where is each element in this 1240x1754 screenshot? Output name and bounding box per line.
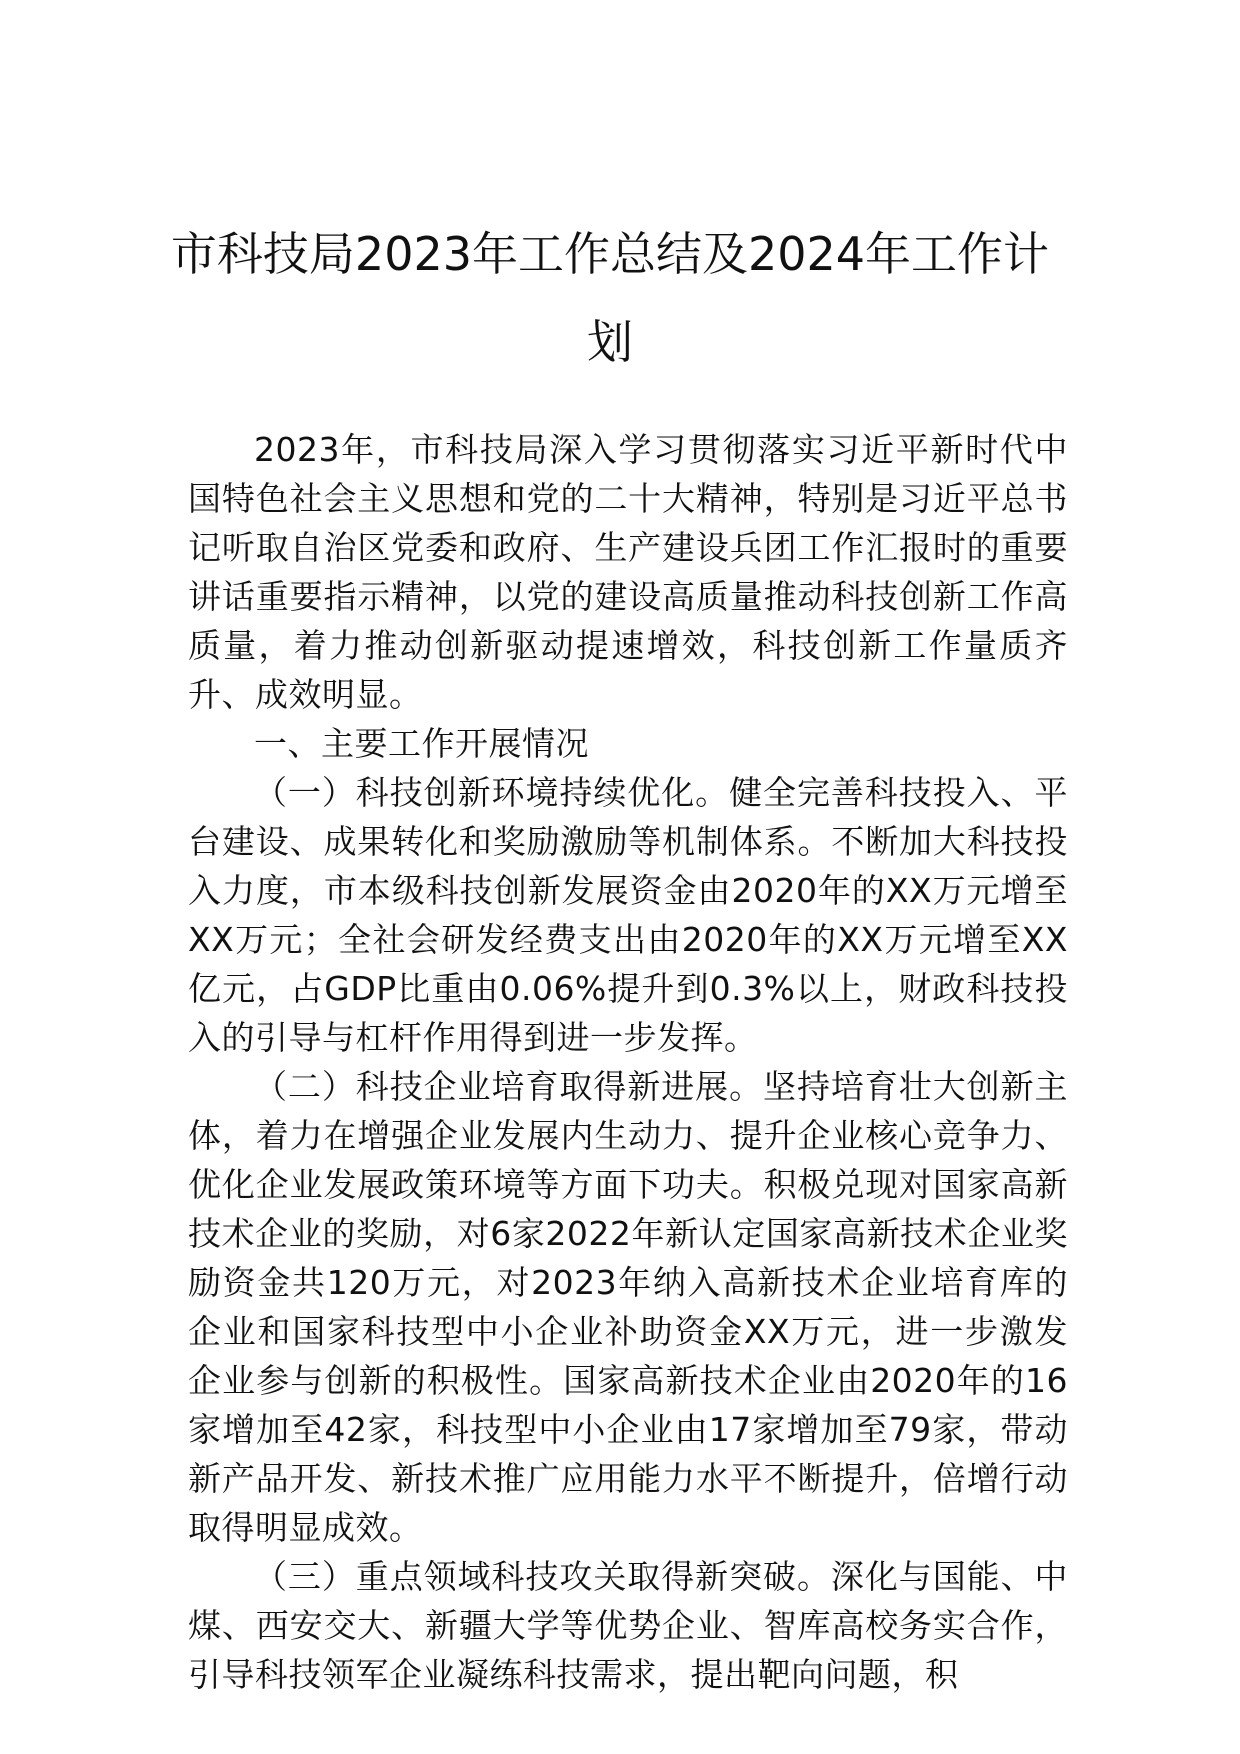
paragraph-tech-enterprises: （二）科技企业培育取得新进展。坚持培育壮大创新主体，着力在增强企业发展内生动力、提升企业核心竞争力、优化企业发展政策环境等方面下功夫。积极兑现对国家高新技术企业的奖励，对6家2022年新认定国家高新技术企业奖励资金共120万元，对2023年纳入高新技术企业培育库的企业和国家科技型中小企业补助资金XX万元，进一步激发企业参与创新的积极性。国家高新技术企业由2020年的16家增加至42家，科技型中小企业由17家增加至79家，带动新产品开发、新技术推广应用能力水平不断提升，倍增行动取得明显成效。 bbox=[188, 1067, 1068, 1547]
section-heading-main-work: 一、主要工作开展情况 bbox=[254, 724, 589, 763]
paragraph-tech-environment: （一）科技创新环境持续优化。健全完善科技投入、平台建设、成果转化和奖励激励等机制体系。不断加大科技投入力度，市本级科技创新发展资金由2020年的XX万元增至XX万元；全社会研发经费支出由2020年的XX万元增至XX亿元，占GDP比重由0.06%提升到0.3%以上，财政科技投入的引导与杠杆作用得到进一步发挥。 bbox=[188, 773, 1068, 1057]
document-title-line-1: 市科技局2023年工作总结及2024年工作计 bbox=[170, 227, 1050, 281]
document-body bbox=[188, 425, 1068, 1699]
intro-paragraph: 2023年，市科技局深入学习贯彻落实习近平新时代中国特色社会主义思想和党的二十大精神，特别是习近平总书记听取自治区党委和政府、生产建设兵团工作汇报时的重要讲话重要指示精神，以党的建设高质量推动科技创新工作高质量，着力推动创新驱动提速增效，科技创新工作量质齐升、成效明显。 bbox=[188, 430, 1068, 714]
paragraph-key-fields: （三）重点领域科技攻关取得新突破。深化与国能、中煤、西安交大、新疆大学等优势企业、智库高校务实合作，引导科技领军企业凝练科技需求，提出靶向问题，积 bbox=[188, 1557, 1068, 1694]
document-title-line-2: 划 bbox=[587, 315, 633, 369]
